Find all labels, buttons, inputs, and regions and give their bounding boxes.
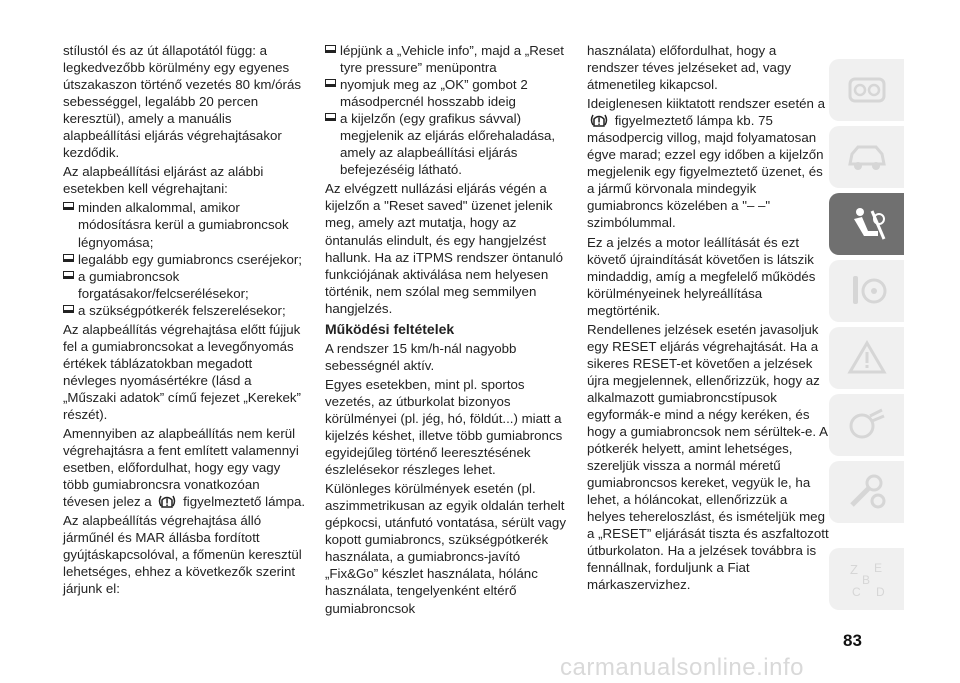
chapter-tab-tech-data[interactable]: [829, 548, 904, 610]
list-item: minden alkalommal, amikor módosításra kerül a gumiabroncsok légnyomása;: [63, 199, 307, 250]
car-info-icon: [842, 136, 892, 178]
page-number: 83: [843, 631, 862, 650]
tpms-warning-icon: [589, 113, 609, 128]
chapter-tab-maintenance[interactable]: [829, 461, 904, 523]
list-item: a gumiabroncsok forgatásakor/felcserélésekor;: [63, 268, 307, 302]
footer-watermark: carmanualsonline.info: [560, 654, 804, 681]
bullet-icon: [325, 113, 336, 121]
maintenance-icon: [842, 471, 892, 513]
bullet-icon: [63, 271, 74, 279]
svg-text:D: D: [875, 585, 885, 599]
start-drive-icon: [842, 270, 892, 312]
paragraph: A rendszer 15 km/h-nál nagyobb sebességnél aktív.: [325, 340, 517, 373]
bullet-icon: [63, 202, 74, 210]
chapter-tab-warnings[interactable]: [829, 327, 904, 389]
paragraph: használata) előfordulhat, hogy a rendszer téves jelzéseket ad, vagy átmenetileg kikapcsol.: [587, 43, 791, 93]
bullet-icon: [63, 254, 74, 262]
chapter-tab-dashboard[interactable]: [829, 59, 904, 121]
chapter-tab-car-info[interactable]: [829, 126, 904, 188]
paragraph: Ez a jelzés a motor leállítását és ezt követő újraindítását követően is látszik mindaddig, amíg a megfelelő működés körülményeinek helyreállítása megtörténik.: [587, 234, 816, 318]
bullet-icon: [325, 79, 336, 87]
paragraph: Ideiglenesen kiiktatott rendszer esetén a figyelmeztető lámpa kb. 75 másodpercig villog, majd folyamatosan égve marad; ezzel egy időben a kijelzőn megjelenik egy figyelmeztető üzenet, és a jármű körvonala mindegyik gumiabroncs közelében a "– –" szimbólummal.: [587, 96, 826, 231]
text-column-1: [63, 42, 307, 600]
safety-icon: [842, 203, 892, 245]
chapter-tab-start-drive[interactable]: [829, 260, 904, 322]
svg-text:Z: Z: [849, 562, 858, 577]
paragraph: stílustól és az út állapotától függ: a legkedvezőbb körülmény egy egyenes útszakaszon történő vezetés 80 km/órás sebességgel, legalább 20 percen keresztül), amely a manuális alapbeállítási eljárás végrehajtásakor kezdődik.: [63, 43, 301, 161]
paragraph: Különleges körülmények esetén (pl. aszimmetrikusan az egyik oldalán terhelt gépkocsi, utánfutó vontatása, sérült vagy kopott gumiabroncs, szükségpótkerék használata, a gumiabroncs-javító „Fix&Go” készlet használata, hólánc használata, tengelyenként eltérő gumiabroncsok: [325, 481, 566, 616]
svg-text:E: E: [873, 561, 882, 575]
list-item: nyomjuk meg az „OK” gombot 2 másodpercnél hosszabb ideig: [325, 76, 568, 110]
svg-text:C: C: [851, 585, 861, 599]
svg-text:B: B: [861, 573, 870, 587]
paragraph: Az alapbeállítás végrehajtása előtt fújjuk fel a gumiabroncsokat a levegőnyomás értékek táblázatokban megadott névleges nyomásértékre (lásd a „Műszaki adatok” című fejezet „Kerekek” részét).: [63, 321, 301, 422]
emergency-icon: [842, 404, 892, 446]
chapter-tab-safety[interactable]: [829, 193, 904, 255]
paragraph: Az alapbeállítási eljárást az alábbi esetekben kell végrehajtani:: [63, 164, 264, 197]
list-item: a kijelzőn (egy grafikus sávval) megjelenik az eljárás előrehaladása, amely az alapbeállítási eljárás befejezéséig látható.: [325, 110, 568, 178]
text-column-3: [587, 42, 829, 596]
paragraph: Egyes esetekben, mint pl. sportos vezetés, az útburkolat bizonyos körülményei (pl. jég, hó, földút...) miatt a kijelzés késhet, illetve több gumiabroncs egyidejűleg történő leeresztésének észlelésekor részleges lehet.: [325, 376, 563, 478]
paragraph: Rendellenes jelzések esetén javasoljuk egy RESET eljárás végrehajtását. Ha a sikeres RESET-et követően a jelzések újra megjelennek, ellenőrizzük, hogy az alkalmazott gumiabroncstípusok egyformák-e mind a négy keréken, és hogy a gumiabroncsok nem sérültek-e. A pótkerék helyett, amint lehetséges, szereljük vissza a normál méretű gumiabroncsos kereket, vegyük le, ha lehet, a hóláncokat, ellenőrizzük a helyes tehereloszlást, és ismételjük meg a „RESET” eljárását tiszta és aszfaltozott útburkolaton. Ha a jelzések továbbra is fennállnak, forduljunk a Fiat márkaszervizhez.: [587, 321, 829, 593]
bullet-icon: [63, 305, 74, 313]
warning-icon: [842, 337, 892, 379]
section-heading: Működési feltételek: [325, 320, 455, 337]
tech-data-icon: [842, 558, 892, 600]
list-item: legalább egy gumiabroncs cseréjekor;: [63, 251, 307, 268]
paragraph: Az elvégzett nullázási eljárás végén a kijelzőn a "Reset saved" üzenet jelenik meg, amely azt mutatja, hogy az öntanulás elindult, és egy hangjelzést hallunk. Ha az iTPMS rendszer öntanuló funkciójának aktiválása nem helyesen történik, nem szólal meg semmilyen hangjelzés.: [325, 181, 563, 316]
dashboard-icon: [842, 69, 892, 111]
paragraph: Amennyiben az alapbeállítás nem kerül végrehajtásra a fent említett valamennyi esetben, előfordulhat, hogy egy vagy több gumiabroncsra vonatkozóan tévesen jelez a figyelmeztető lámpa.: [63, 426, 306, 510]
paragraph: Az alapbeállítás végrehajtása álló járműnél és MAR állásba fordított gyújtáskapcsolóval, a főmenün keresztül lehetséges, ehhez a következők szerint járjunk el:: [63, 513, 302, 597]
list-item: a szükségpótkerék felszerelésekor;: [63, 302, 307, 319]
tpms-warning-icon: [157, 494, 177, 509]
bullet-icon: [325, 45, 336, 53]
chapter-tab-emergency[interactable]: [829, 394, 904, 456]
text-column-2: [325, 42, 568, 619]
list-item: lépjünk a „Vehicle info”, majd a „Reset tyre pressure” menüpontra: [325, 42, 568, 76]
